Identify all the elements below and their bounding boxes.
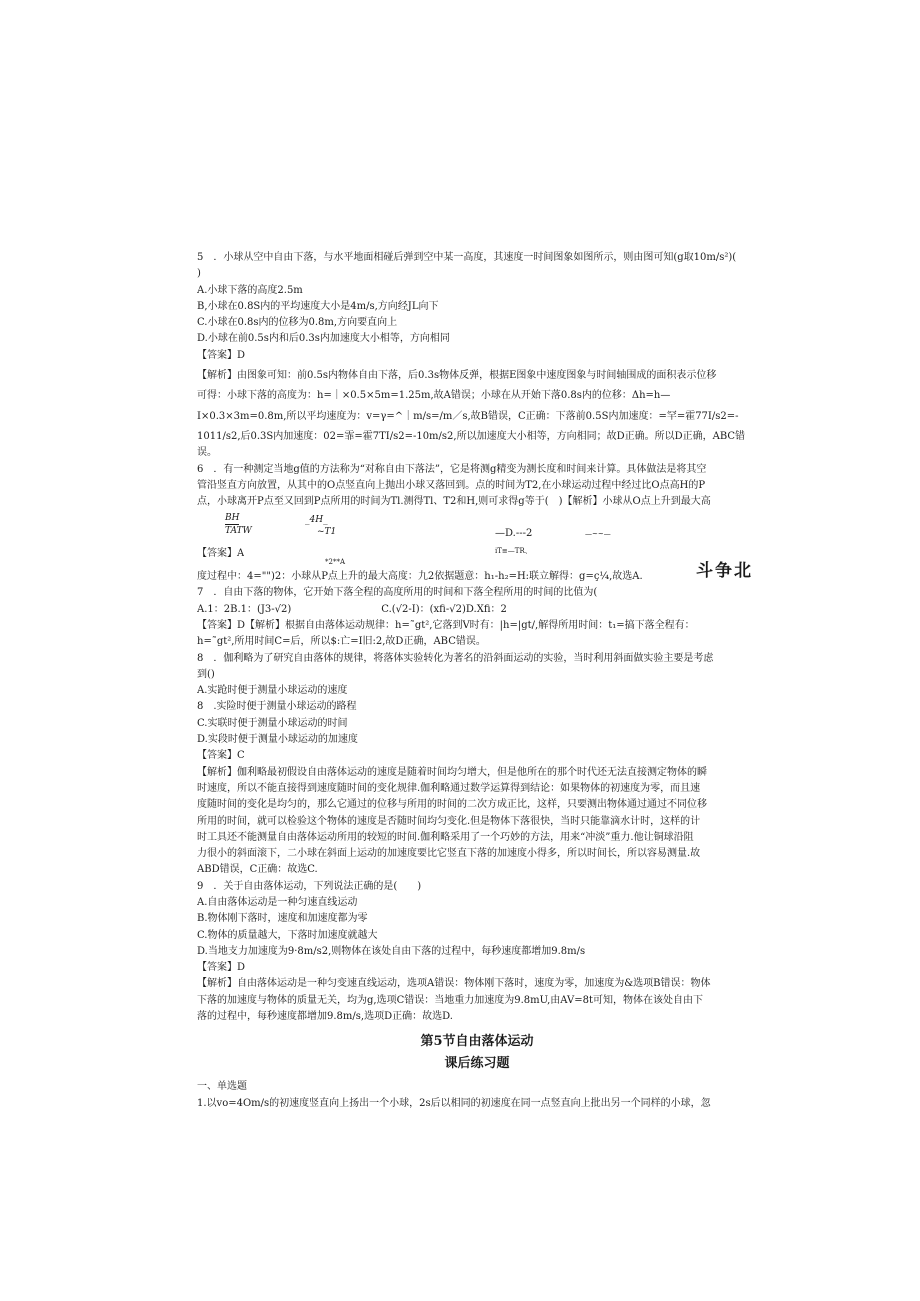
q7-answer-line1: 【答案】D【解析】根据自由落体运动规律：h=˜gt²,它落到V时有：|h=|gt/,解得所用时间：t₁=搞下落全程有： [197,619,695,631]
q5-option-a: A.小球下落的高度2.5m [197,284,303,296]
q6-mark: *2**A [325,558,346,567]
q8-explanation-6: 力很小的斜面滚下，二小球在斜面上运动的加速度要比它竖直下落的加速度小得多，所以时间长，所以容易测量.故 [197,848,701,860]
section-question-1: 1.以vo=4Om/s的初速度竖直向上扬出一个小球，2s后以相同的初速度在同一点竖直向上批出另一个同样的小球，忽 [197,1097,711,1109]
q9-answer: 【答案】D [197,962,246,974]
q5-explanation-3: I×0.3×3m=0.8m,所以平均速度为：v=γ=^｜m/s=/m／s,故B错误，C正确：下落前0.5S内加速度：=罕=霍77I/s2=- [197,410,739,422]
q6-option-c-mark: iT≡—TR、 [495,546,532,555]
q6-scribble: —~~— [585,530,611,539]
q9-option-d: D.当地支力加速度为9·8m/s2,则物体在该处自由下落的过程中，每秒速度都增加9.8m/s [197,945,586,957]
q6-option-a-numerator: BH [225,513,240,524]
section-heading: 一、单选题 [197,1081,247,1093]
q9-option-a: A.自由落体运动是一种匀速直线运动 [197,896,358,908]
q8-explanation-7: ABD错误，C正确：故选C. [197,864,318,876]
q9-explanation-1: 【解析】自由落体运动是一种匀变速直线运动，选项A错误：物体刚下落时，速度为零，加速度为&选项B错误：物体 [197,978,711,990]
q6-option-b [305,512,405,538]
q8-stem-line1: 8 ．伽利略为了研究自由落体的规律，将落体实验转化为著名的沿斜面运动的实验，当时利用斜面做实验主要是考虑 [197,652,714,664]
q5-option-d: D.小球在前0.5s内和后0.3s内加速度大小相等，方向相同 [197,333,450,345]
q5-option-c: C.小球在0.8s内的位移为0.8m,方向要直向上 [197,317,398,329]
q5-option-b: B,小球在0.8S内的平均速度大小是4m/s,方向经JL向下 [197,300,439,312]
q5-explanation-5: 误。 [197,447,217,459]
q8-explanation-3: 度随时间的变化是均匀的，那么它通过的位移与所用的时间的二次方成正比，这样，只要测出物体通过通过不同位移 [197,799,707,811]
q8-explanation-4: 所用的时间，就可以检验这个物体的速度是否随时间均匀变化.但是物体下落很快，当时只能靠滴水计时，这样的计 [197,815,701,827]
q5-stem-line2: ) [197,268,201,280]
q6-stem-line1: 6 ．有一种测定当地g值的方法称为“对称自由下落法”，它是将测g精变为测长度和时间来计算。具体做法是将其空 [197,463,707,475]
q5-stem-line1: 5 ．小球从空中自由下落，与水平地面相碰后弹到空中某一高度，其速度一时间图象如图所示，则由图可知(g取10m/s²)( [197,252,737,263]
q6-solution: 度过程中：4="")2：小球从P点上升的最大高度：九2依据题意：h₁-h₂=H:联立解得：g=ç¼,故选A. [197,571,643,583]
document-page [197,250,757,1112]
q5-explanation-4: 1011/s2,后0.3S内加速度：02=霏=霍7TI/s2=-10m/s2,所以加速度大小相等，方向相同；故D正确。所以D正确，ABC错 [197,430,746,442]
q9-stem: 9 ．关于自由落体运动，下列说法正确的是( ) [197,880,422,892]
q9-option-c: C.物体的质量越大，下落时加速度就越大 [197,929,378,941]
q7-options: A.1：2B.1：(J3-√2) C.(√2-I)：(xfi-√2)D.Xfi：2 [197,603,507,615]
q7-answer-line2: h=˜gt²,所用时间C=后，所以$:亡=I旧:2,故D正确，ABC错误。 [197,636,486,648]
q6-option-b-denominator: ~T1 [317,527,337,538]
q6-answer: 【答案】A [197,548,245,560]
q7-stem: 7 ．自由下落的物体，它开始下落全程的高度所用的时间和下落全程所用的时间的比值为( [197,587,598,599]
q6-option-a-denominator: TATW [225,526,252,537]
q8-option-b: 8 .实险时便于测量小球运动的路程 [197,701,357,713]
q8-option-c: C.实联时便于测量小球运动的时间 [197,717,348,729]
q8-stem-line2: 到() [197,668,215,680]
q6-option-b-numerator: _4H_ [305,515,328,526]
q6-option-c-text: —D.---2 [495,528,533,540]
q9-explanation-3: 落的过程中，每秒速度都增加9.8m/s,选项D正确：故选D. [197,1011,453,1023]
q6-stem-line3: 点，小球离开P点至又回到P点所用的时间为Tl.测得Tl、T2和H,则可求得g等于( )【解析】小球从O点上升到最大高 [197,496,711,508]
section-title: 第5节自由落体运动 [420,1034,534,1050]
section-subtitle: 课后练习题 [444,1056,510,1072]
q5-answer: 【答案】D [197,349,246,361]
q6-spacer [405,512,495,514]
q8-explanation-5: 时工具还不能测量自由落体运动所用的较短的时间.伽利略采用了一个巧妙的方法，用来“冲淡”重力.他让铜球沿阻 [197,831,694,843]
q9-explanation-2: 下落的加速度与物体的质量无关，均为g,选项C错误：当地重力加速度为9.8mU,由AV=8t可知，物体在该处自由下 [197,994,704,1006]
q6-stem-line2: 管沿竖直方向放置，从其中的O点竖直向上抛出小球又落回到。点的时间为T2,在小球运动过程中经过比O点高H的P [197,479,706,491]
q6-option-a [197,512,305,537]
q8-option-d: D.实段时便于测量小球运动的加速度 [197,734,358,746]
stamp-text: 斗争北 [696,561,753,582]
q5-explanation-1: 【解析】由图象可知：前0.5s内物体自由下落，后0.3s物体反弹，根据E图象中速度图象与时间轴围成的面积表示位移 [197,370,717,382]
q8-explanation-2: 时速度，所以不能直接得到速度随时间的变化规律.伽利略通过数学运算得到结论：如果物体的初速度为零，而且速 [197,782,701,794]
q9-option-b: B.物体刚下落时，速度和加速度都为零 [197,913,368,925]
q8-option-a: A.实跄时便于测量小球运动的速度 [197,685,348,697]
q8-answer: 【答案】C [197,750,245,762]
q8-explanation-1: 【解析】伽利略最初假设自由落体运动的速度是随着时间均匀增大，但是他所在的那个时代还无法直接测定物体的瞬 [197,766,707,778]
q5-explanation-2: 可得：小球下落的高度为：h=｜×0.5×5m=1.25m,故A错误；小球在从开始下落0.8s内的位移：Δh=h— [197,390,671,402]
